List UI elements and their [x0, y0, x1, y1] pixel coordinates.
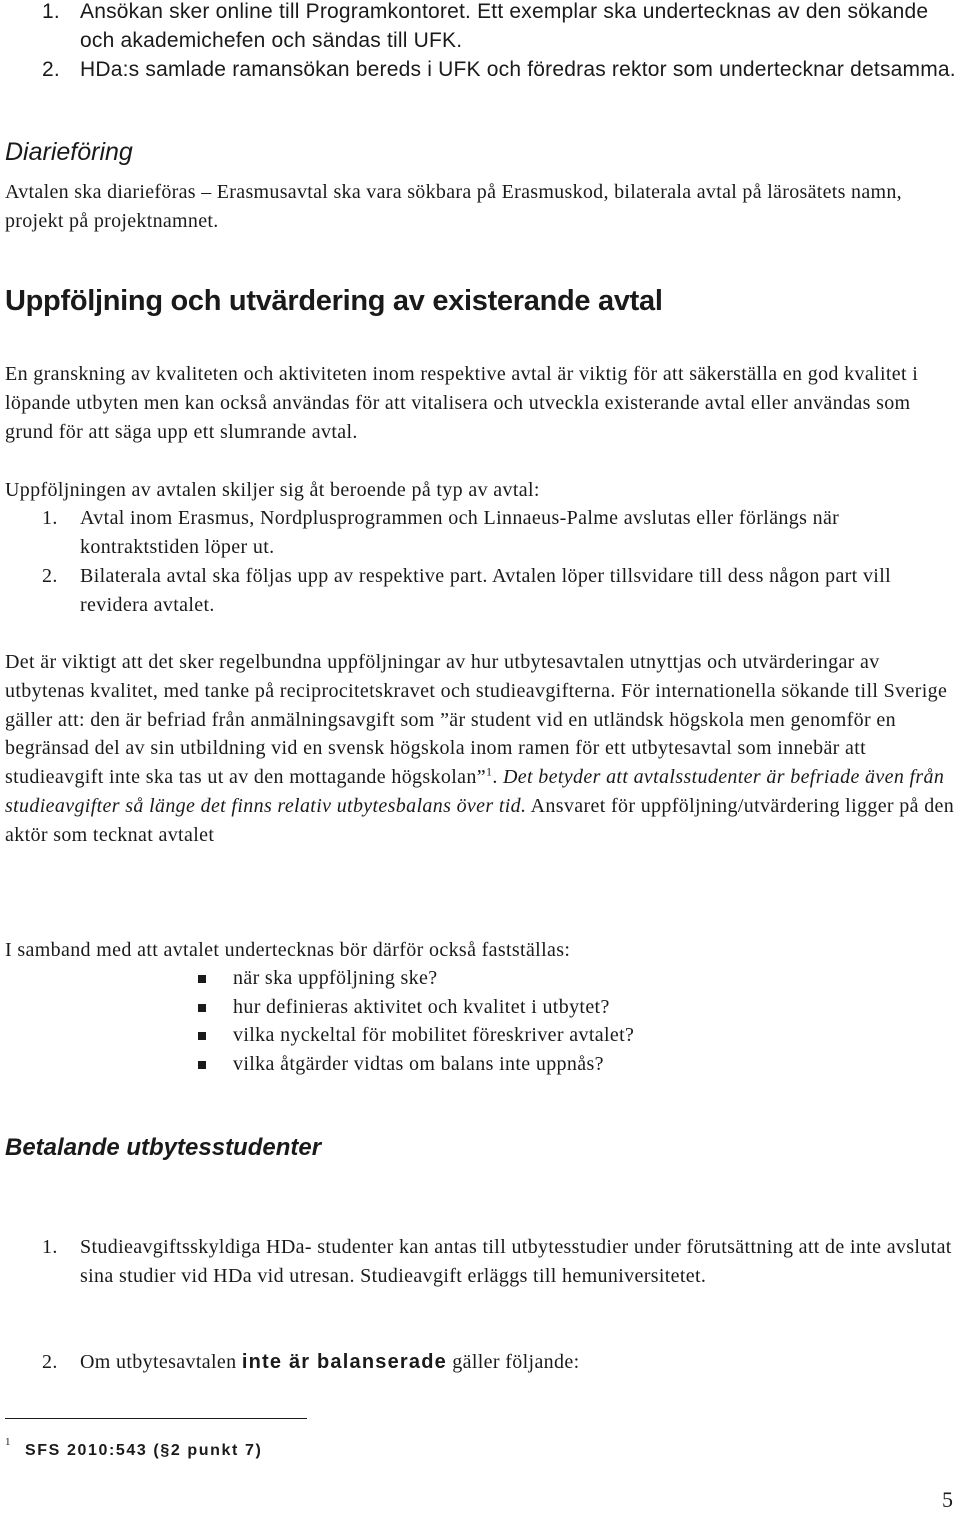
text-run: gäller följande:	[446, 1351, 580, 1373]
bullet-text: hur definieras aktivitet och kvalitet i utbytet?	[233, 996, 610, 1018]
list-number: 2.	[42, 58, 60, 81]
paragraph-text: Det är viktigt att det sker regelbundna uppföljningar av hur utbytesavtalen utnyttjas och utvärderingar av utbytenas kvalitet, med tanke på reciprocitetskravet och studieavgifterna. För internationella sökande till Sverige gäller att: den är befriad från anmälningsavgift som ”är student vid en utländsk högskola men genomför en begränsad del av sin utbildning vid en svensk högskola inom ramen för ett utbytesavtal som innebär att studieavgift inte ska tas ut av den mottagande högskolan”	[5, 651, 948, 789]
heading-betalande: Betalande utbytesstudenter	[5, 1134, 322, 1161]
bullet-item	[0, 964, 958, 993]
heading-diarieforing: Diarieföring	[5, 138, 133, 166]
list-text: HDa:s samlade ramansökan bereds i UFK och föredras rektor som undertecknar detsamma.	[80, 58, 956, 81]
list-text: Bilaterala avtal ska följas upp av respektive part. Avtalen löper tillsvidare till dess någon part vill revidera avtalet.	[80, 565, 892, 616]
footnote-separator	[5, 1418, 307, 1419]
list-number: 2.	[42, 565, 58, 587]
list-number: 1.	[42, 0, 60, 23]
footnote-reference[interactable]: 1	[485, 764, 493, 779]
diarieforing-text: Avtalen ska diarieföras – Erasmusavtal ska vara sökbara på Erasmuskod, bilaterala avtal på lärosätets namn, projekt på projektnamnet.	[5, 181, 902, 232]
list-number: 1.	[42, 1236, 58, 1258]
bullet-text: när ska uppföljning ske?	[233, 967, 438, 989]
heading-uppfoljning: Uppföljning och utvärdering av existerande avtal	[5, 285, 663, 317]
footnote-mark: 1	[5, 1436, 11, 1448]
list-text: Avtal inom Erasmus, Nordplusprogrammen och Linnaeus-Palme avslutas eller förlängs när kontraktstiden löper ut.	[80, 507, 840, 558]
italic-sentence: Det betyder att avtalsstudenter är befriade även från studieavgifter så länge det finns relativ utbytesbalans över tid.	[5, 766, 945, 817]
list-text	[80, 1348, 956, 1377]
list-text: Studieavgiftsskyldiga HDa- studenter kan antas till utbytesstudier under förutsättning att de inte avslutat sina studier vid HDa vid utresan. Studieavgift erläggs till hemuniversitetet.	[80, 1236, 952, 1287]
bullet-text: vilka åtgärder vidtas om balans inte uppnås?	[233, 1053, 604, 1075]
samband-lead: I samband med att avtalet undertecknas bör därför också fastställas:	[5, 939, 571, 961]
text-run: Om utbytesavtalen	[80, 1351, 242, 1373]
uppfoljning-intro: En granskning av kvaliteten och aktiviteten inom respektive avtal är viktig för att säkerställa en god kvalitet i löpande utbyten men kan också användas för att vitalisera och utveckla existerande avtal eller användas som grund för att säga upp ett slumrande avtal.	[5, 363, 919, 443]
paragraph-text: .	[492, 766, 504, 789]
list-number: 2.	[42, 1351, 58, 1373]
bold-text: inte är balanserade	[241, 1351, 447, 1373]
square-bullet-icon	[195, 972, 209, 986]
bullet-text: vilka nyckeltal för mobilitet föreskriver avtalet?	[233, 1024, 635, 1046]
list-text: Ansökan sker online till Programkontoret. Ett exemplar ska undertecknas av den sökande och akademichefen och sändas till UFK.	[80, 0, 929, 52]
square-bullet-icon	[195, 1001, 209, 1015]
paragraph-text: Ansvaret för uppföljning/utvärdering ligger på den aktör som tecknat avtalet	[5, 794, 955, 846]
bullet-item	[0, 993, 958, 1022]
uppfoljning-lead: Uppföljningen av avtalen skiljer sig åt beroende på typ av avtal:	[5, 479, 540, 501]
list-number: 1.	[42, 507, 58, 529]
square-bullet-icon	[195, 1029, 209, 1043]
square-bullet-icon	[195, 1058, 209, 1072]
uppfoljning-paragraph-2	[5, 648, 957, 850]
bullet-item	[0, 1021, 958, 1050]
bullet-item	[0, 1050, 958, 1079]
footnote-text: SFS 2010:543 (§2 punkt 7)	[25, 1442, 263, 1459]
page-number: 5	[942, 1487, 953, 1512]
